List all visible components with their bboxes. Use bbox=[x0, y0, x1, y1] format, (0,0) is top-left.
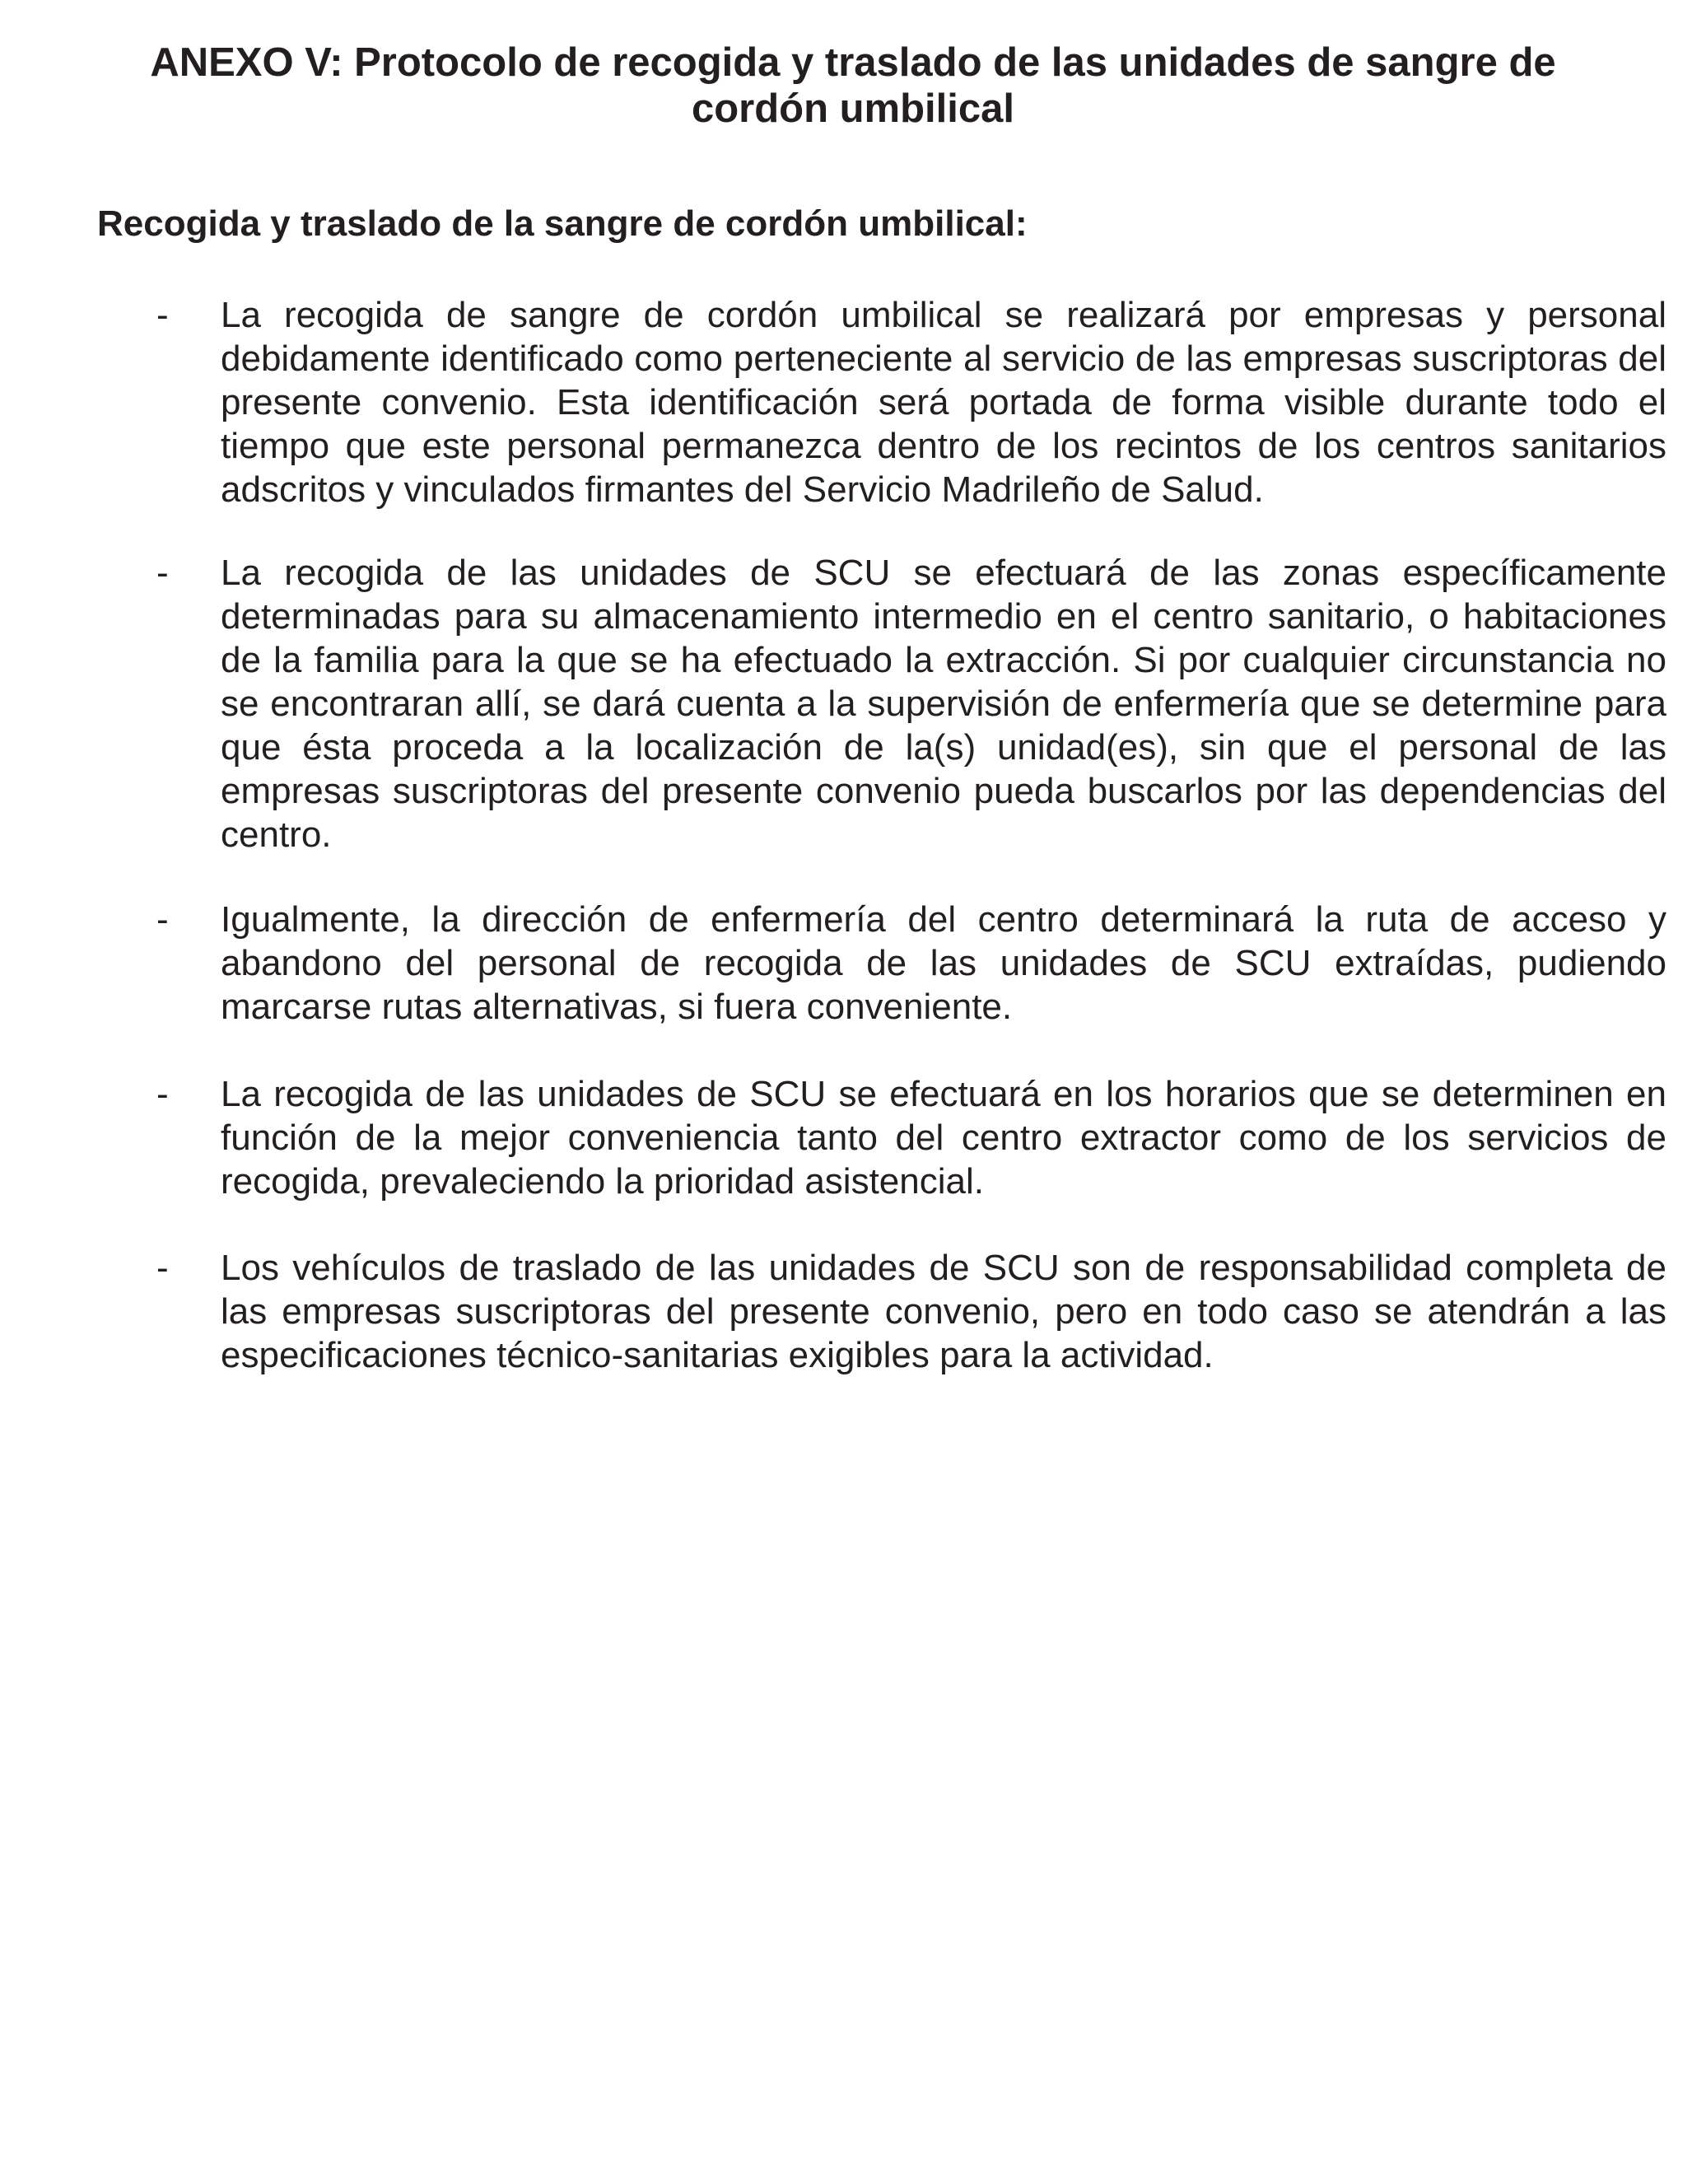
bullet-text: La recogida de sangre de cordón umbilical se realizará por empresas y personal debidamente identificado como perteneciente al servicio de las empresas suscriptoras del presente convenio. Esta identificación será portada de forma visible durante todo el tiempo que este personal permanezca dentro de los recintos de los centros sanitarios adscritos y vinculados firmantes del Servicio Madrileño de Salud. bbox=[221, 295, 1666, 510]
bullet-text: La recogida de las unidades de SCU se efectuará de las zonas específicamente determinadas para su almacenamiento intermedio en el centro sanitario, o habitaciones de la familia para la que se ha efectuado la extracción. Si por cualquier circunstancia no se encontraran allí, se dará cuenta a la supervisión de enfermería que se determine para que ésta proceda a la localización de la(s) unidad(es), sin que el personal de las empresas suscriptoras del presente convenio pueda buscarlos por las dependencias del centro. bbox=[221, 553, 1666, 855]
bullet-marker: - bbox=[156, 553, 169, 593]
bullet-marker: - bbox=[156, 1074, 169, 1114]
bullet-text: Igualmente, la dirección de enfermería del centro determinará la ruta de acceso y abandono del personal de recogida de las unidades de SCU extraídas, pudiendo marcarse rutas alternativas, si fuera conveniente. bbox=[221, 899, 1666, 1027]
section-heading: Recogida y traslado de la sangre de cordón umbilical: bbox=[97, 203, 1028, 244]
document-title: ANEXO V: Protocolo de recogida y traslado de las unidades de sangre de cordón umbilical bbox=[150, 40, 1556, 131]
bullet-text: Los vehículos de traslado de las unidades de SCU son de responsabilidad completa de las empresas suscriptoras del presente convenio, pero en todo caso se atendrán a las especificaciones técnico-sanitarias exigibles para la actividad. bbox=[221, 1248, 1666, 1375]
bullet-text: La recogida de las unidades de SCU se efectuará en los horarios que se determinen en función de la mejor conveniencia tanto del centro extractor como de los servicios de recogida, prevaleciendo la prioridad asistencial. bbox=[221, 1074, 1666, 1202]
bullet-marker: - bbox=[156, 899, 169, 940]
bullet-marker: - bbox=[156, 1248, 169, 1288]
bullet-marker: - bbox=[156, 295, 169, 335]
